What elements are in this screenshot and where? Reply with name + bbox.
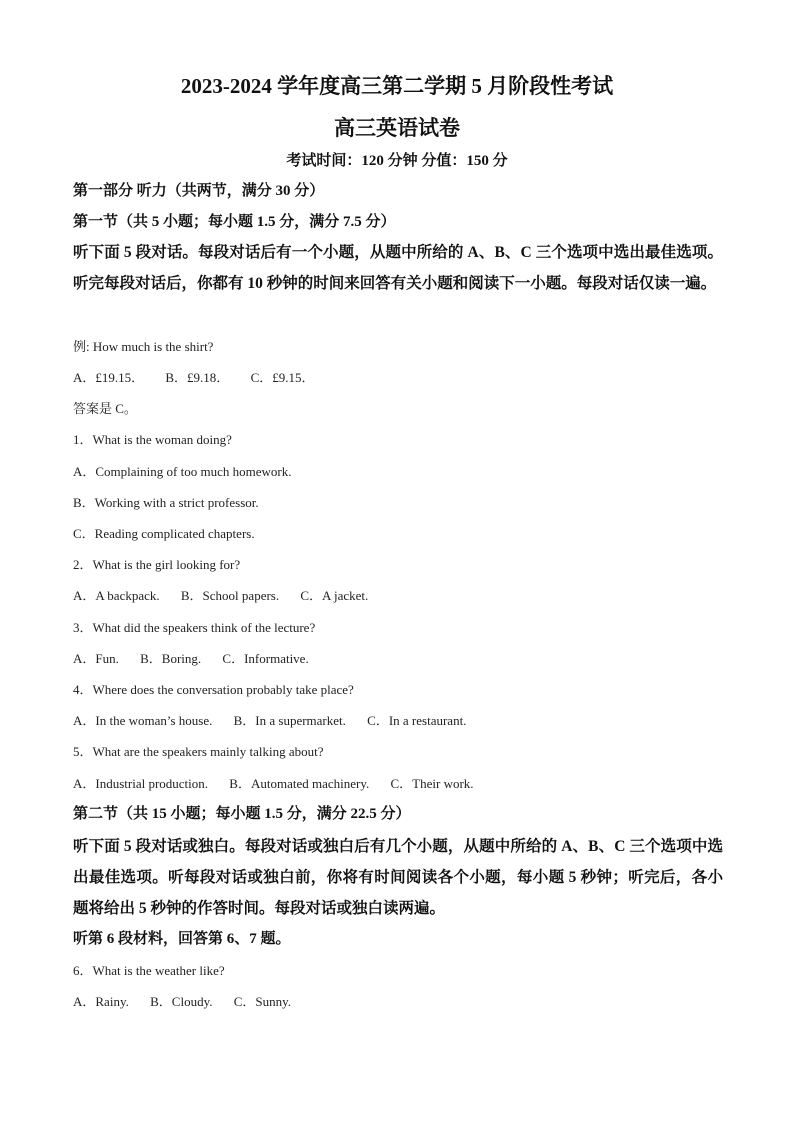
question-1: 1．What is the woman doing? [73, 432, 232, 447]
exam-info: 考试时间：120 分钟 分值：150 分 [286, 153, 508, 169]
exam-subtitle: 高三英语试卷 [334, 116, 460, 140]
q1-option-c: C．Reading complicated chapters. [73, 526, 255, 541]
option-a: A．A backpack. [73, 588, 160, 603]
question-5: 5．What are the speakers mainly talking about? [73, 744, 324, 759]
option-b: B．In a supermarket. [233, 713, 346, 728]
example-answer: 答案是 C。 [73, 401, 137, 416]
question-2: 2．What is the girl looking for? [73, 557, 241, 572]
q4-options [73, 711, 466, 731]
example-options [73, 368, 314, 388]
question-6: 6．What is the weather like? [73, 963, 225, 978]
option-b: B．Cloudy. [150, 994, 213, 1009]
option-b: B．Automated machinery. [229, 776, 370, 791]
option-c: C．Their work. [390, 776, 474, 791]
option-b: B．Boring. [140, 651, 202, 666]
q3-options [73, 649, 309, 669]
option-a: A．£19.15． [73, 370, 145, 385]
q5-options [73, 774, 474, 794]
option-c: C．In a restaurant. [367, 713, 467, 728]
option-b: B．School papers. [180, 588, 280, 603]
option-c: C．£9.15． [250, 370, 315, 385]
option-a: A．In the woman’s house. [73, 713, 213, 728]
option-a: A．Industrial production. [73, 776, 209, 791]
q2-options [73, 586, 368, 606]
option-a: A．Rainy. [73, 994, 129, 1009]
question-4: 4．Where does the conversation probably take place? [73, 682, 354, 697]
example-question: 例: How much is the shirt? [73, 339, 214, 354]
exam-title: 2023-2024 学年度高三第二学期 5 月阶段性考试 [180, 74, 614, 98]
section2-heading: 第二节（共 15 小题；每小题 1.5 分，满分 22.5 分） [73, 806, 411, 822]
q6-options [73, 992, 291, 1012]
section2-instructions: 听下面 5 段对话或独白。每段对话或独白后有几个小题，从题中所给的 A、B、C 三个选项中选出最佳选项。听每段对话或独白前，你将有时间阅读各个小题，每小题 5 秒钟；听完后，各小题将给出 5 秒钟的作答时间。每段对话或独白读两遍。 [73, 838, 723, 917]
option-a: A．Fun. [73, 651, 119, 666]
part-heading: 第一部分 听力（共两节，满分 30 分） [73, 183, 325, 199]
q1-option-a: A．Complaining of too much homework. [73, 464, 292, 479]
option-b: B．£9.18． [165, 370, 230, 385]
option-c: C．Informative. [222, 651, 309, 666]
material6-heading: 听第 6 段材料，回答第 6、7 题。 [73, 931, 291, 947]
option-c: C．Sunny. [233, 994, 292, 1009]
section1-heading: 第一节（共 5 小题；每小题 1.5 分，满分 7.5 分） [73, 214, 396, 230]
q1-option-b: B．Working with a strict professor. [73, 495, 259, 510]
section1-instructions: 听下面 5 段对话。每段对话后有一个小题，从题中所给的 A、B、C 三个选项中选出最佳选项。听完每段对话后，你都有 10 秒钟的时间来回答有关小题和阅读下一小题。每段对话仅读一遍。 [73, 244, 723, 292]
question-3: 3．What did the speakers think of the lecture? [73, 620, 316, 635]
option-c: C．A jacket. [300, 588, 369, 603]
